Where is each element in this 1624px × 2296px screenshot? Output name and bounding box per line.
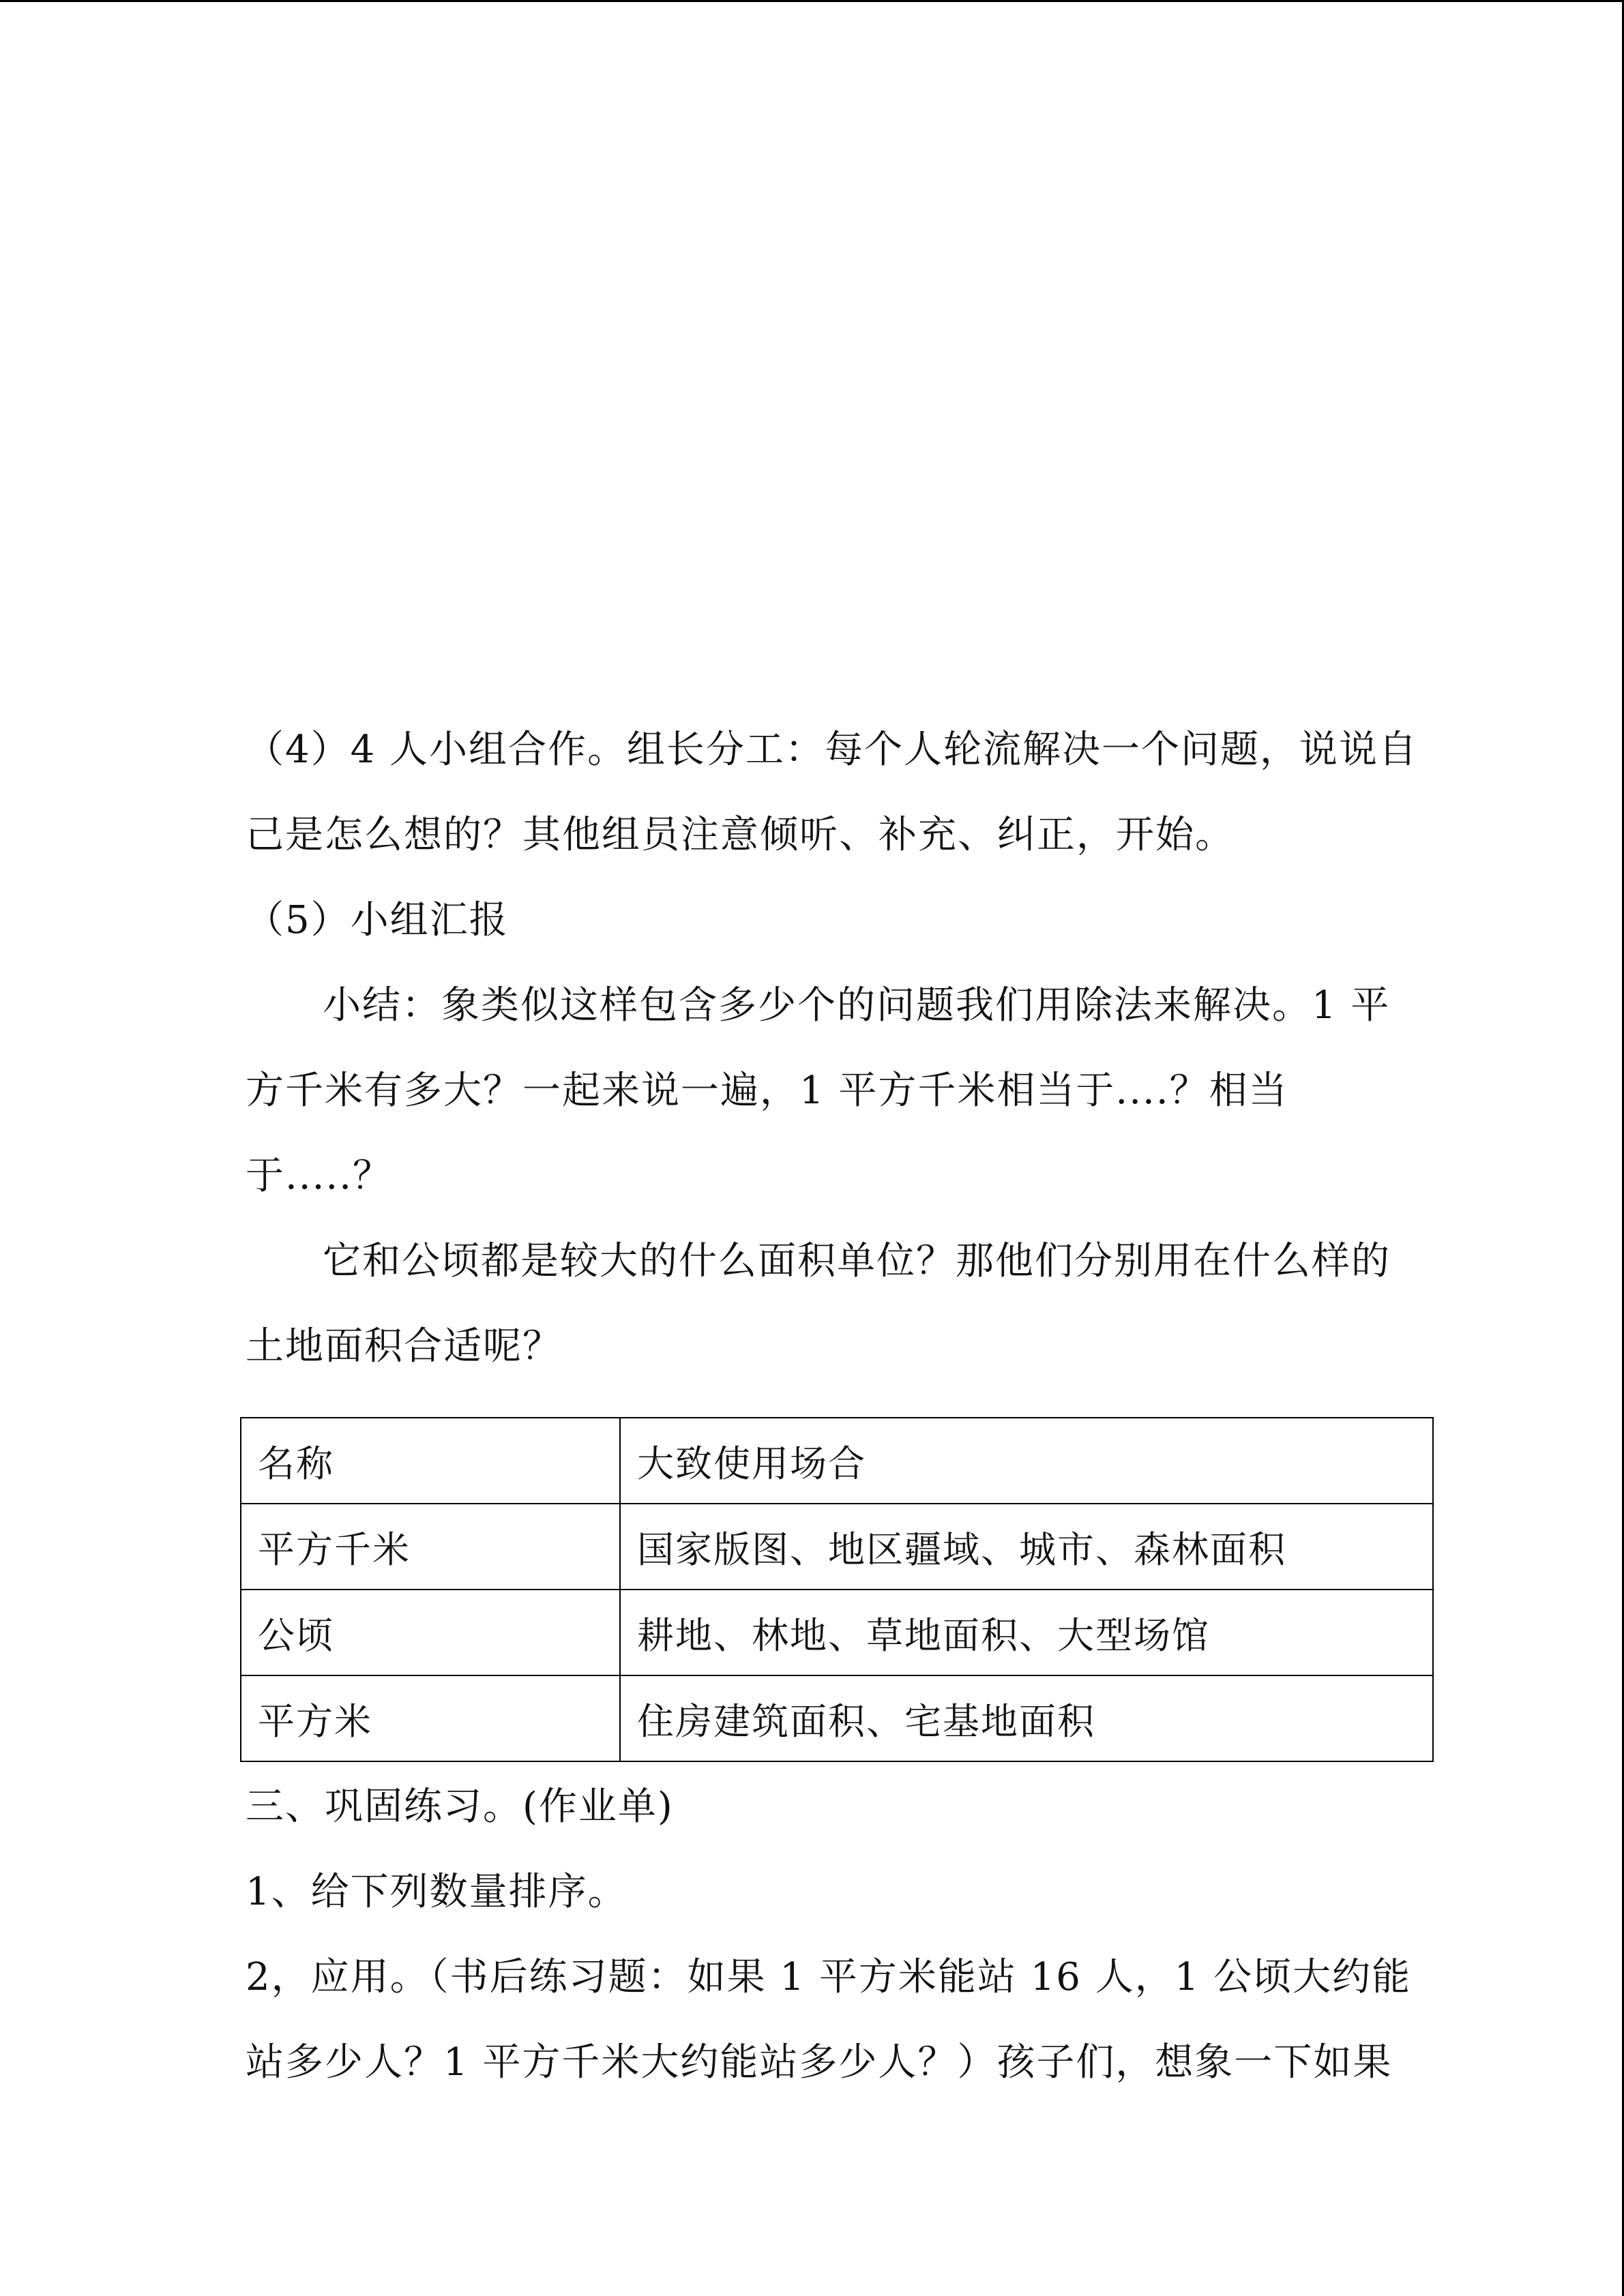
practice-item-2-line-2: 站多少人？1 平方千米大约能站多少人？）孩子们，想象一下如果 — [246, 2040, 1393, 2085]
paragraph-summary-line-3: 于.....？ — [246, 1154, 393, 1198]
paragraph-group-work-line-2: 己是怎么想的？其他组员注意倾听、补充、纠正，开始。 — [246, 813, 1235, 857]
table-cell-name-header: 名称 — [241, 1418, 620, 1504]
table-row — [241, 1504, 1433, 1590]
table-cell-usage: 国家版图、地区疆域、城市、森林面积 — [620, 1504, 1433, 1590]
table-cell-name: 公顷 — [241, 1590, 620, 1675]
area-unit-usage-table — [240, 1417, 1434, 1762]
table-row — [241, 1590, 1433, 1675]
paragraph-group-work-line-1: （4）4 人小组合作。组长分工：每个人轮流解决一个问题，说说自 — [246, 728, 1419, 772]
paragraph-summary-line-1: 小结：象类似这样包含多少个的问题我们用除法来解决。1 平 — [323, 983, 1391, 1028]
paragraph-group-report: （5）小组汇报 — [246, 898, 509, 942]
practice-item-1: 1、给下列数量排序。 — [246, 1870, 628, 1914]
paragraph-question-line-1: 它和公顷都是较大的什么面积单位？那他们分别用在什么样的 — [323, 1239, 1391, 1283]
table-cell-name: 平方米 — [241, 1675, 620, 1761]
practice-heading: 三、巩固练习。(作业单) — [246, 1785, 674, 1829]
paragraph-summary-line-2: 方千米有多大？一起来说一遍，1 平方千米相当于....？相当 — [246, 1069, 1288, 1113]
page-top-border — [0, 0, 1624, 2]
practice-item-2-line-1: 2，应用。（书后练习题：如果 1 平方米能站 16 人，1 公顷大约能 — [246, 1955, 1412, 1999]
table-cell-usage: 住房建筑面积、宅基地面积 — [620, 1675, 1433, 1761]
table-row — [241, 1675, 1433, 1761]
table-cell-name: 平方千米 — [241, 1504, 620, 1590]
table-cell-usage-header: 大致使用场合 — [620, 1418, 1433, 1504]
table-cell-usage: 耕地、林地、草地面积、大型场馆 — [620, 1590, 1433, 1675]
paragraph-question-line-2: 土地面积合适呢？ — [246, 1324, 562, 1369]
table-header-row — [241, 1418, 1433, 1504]
